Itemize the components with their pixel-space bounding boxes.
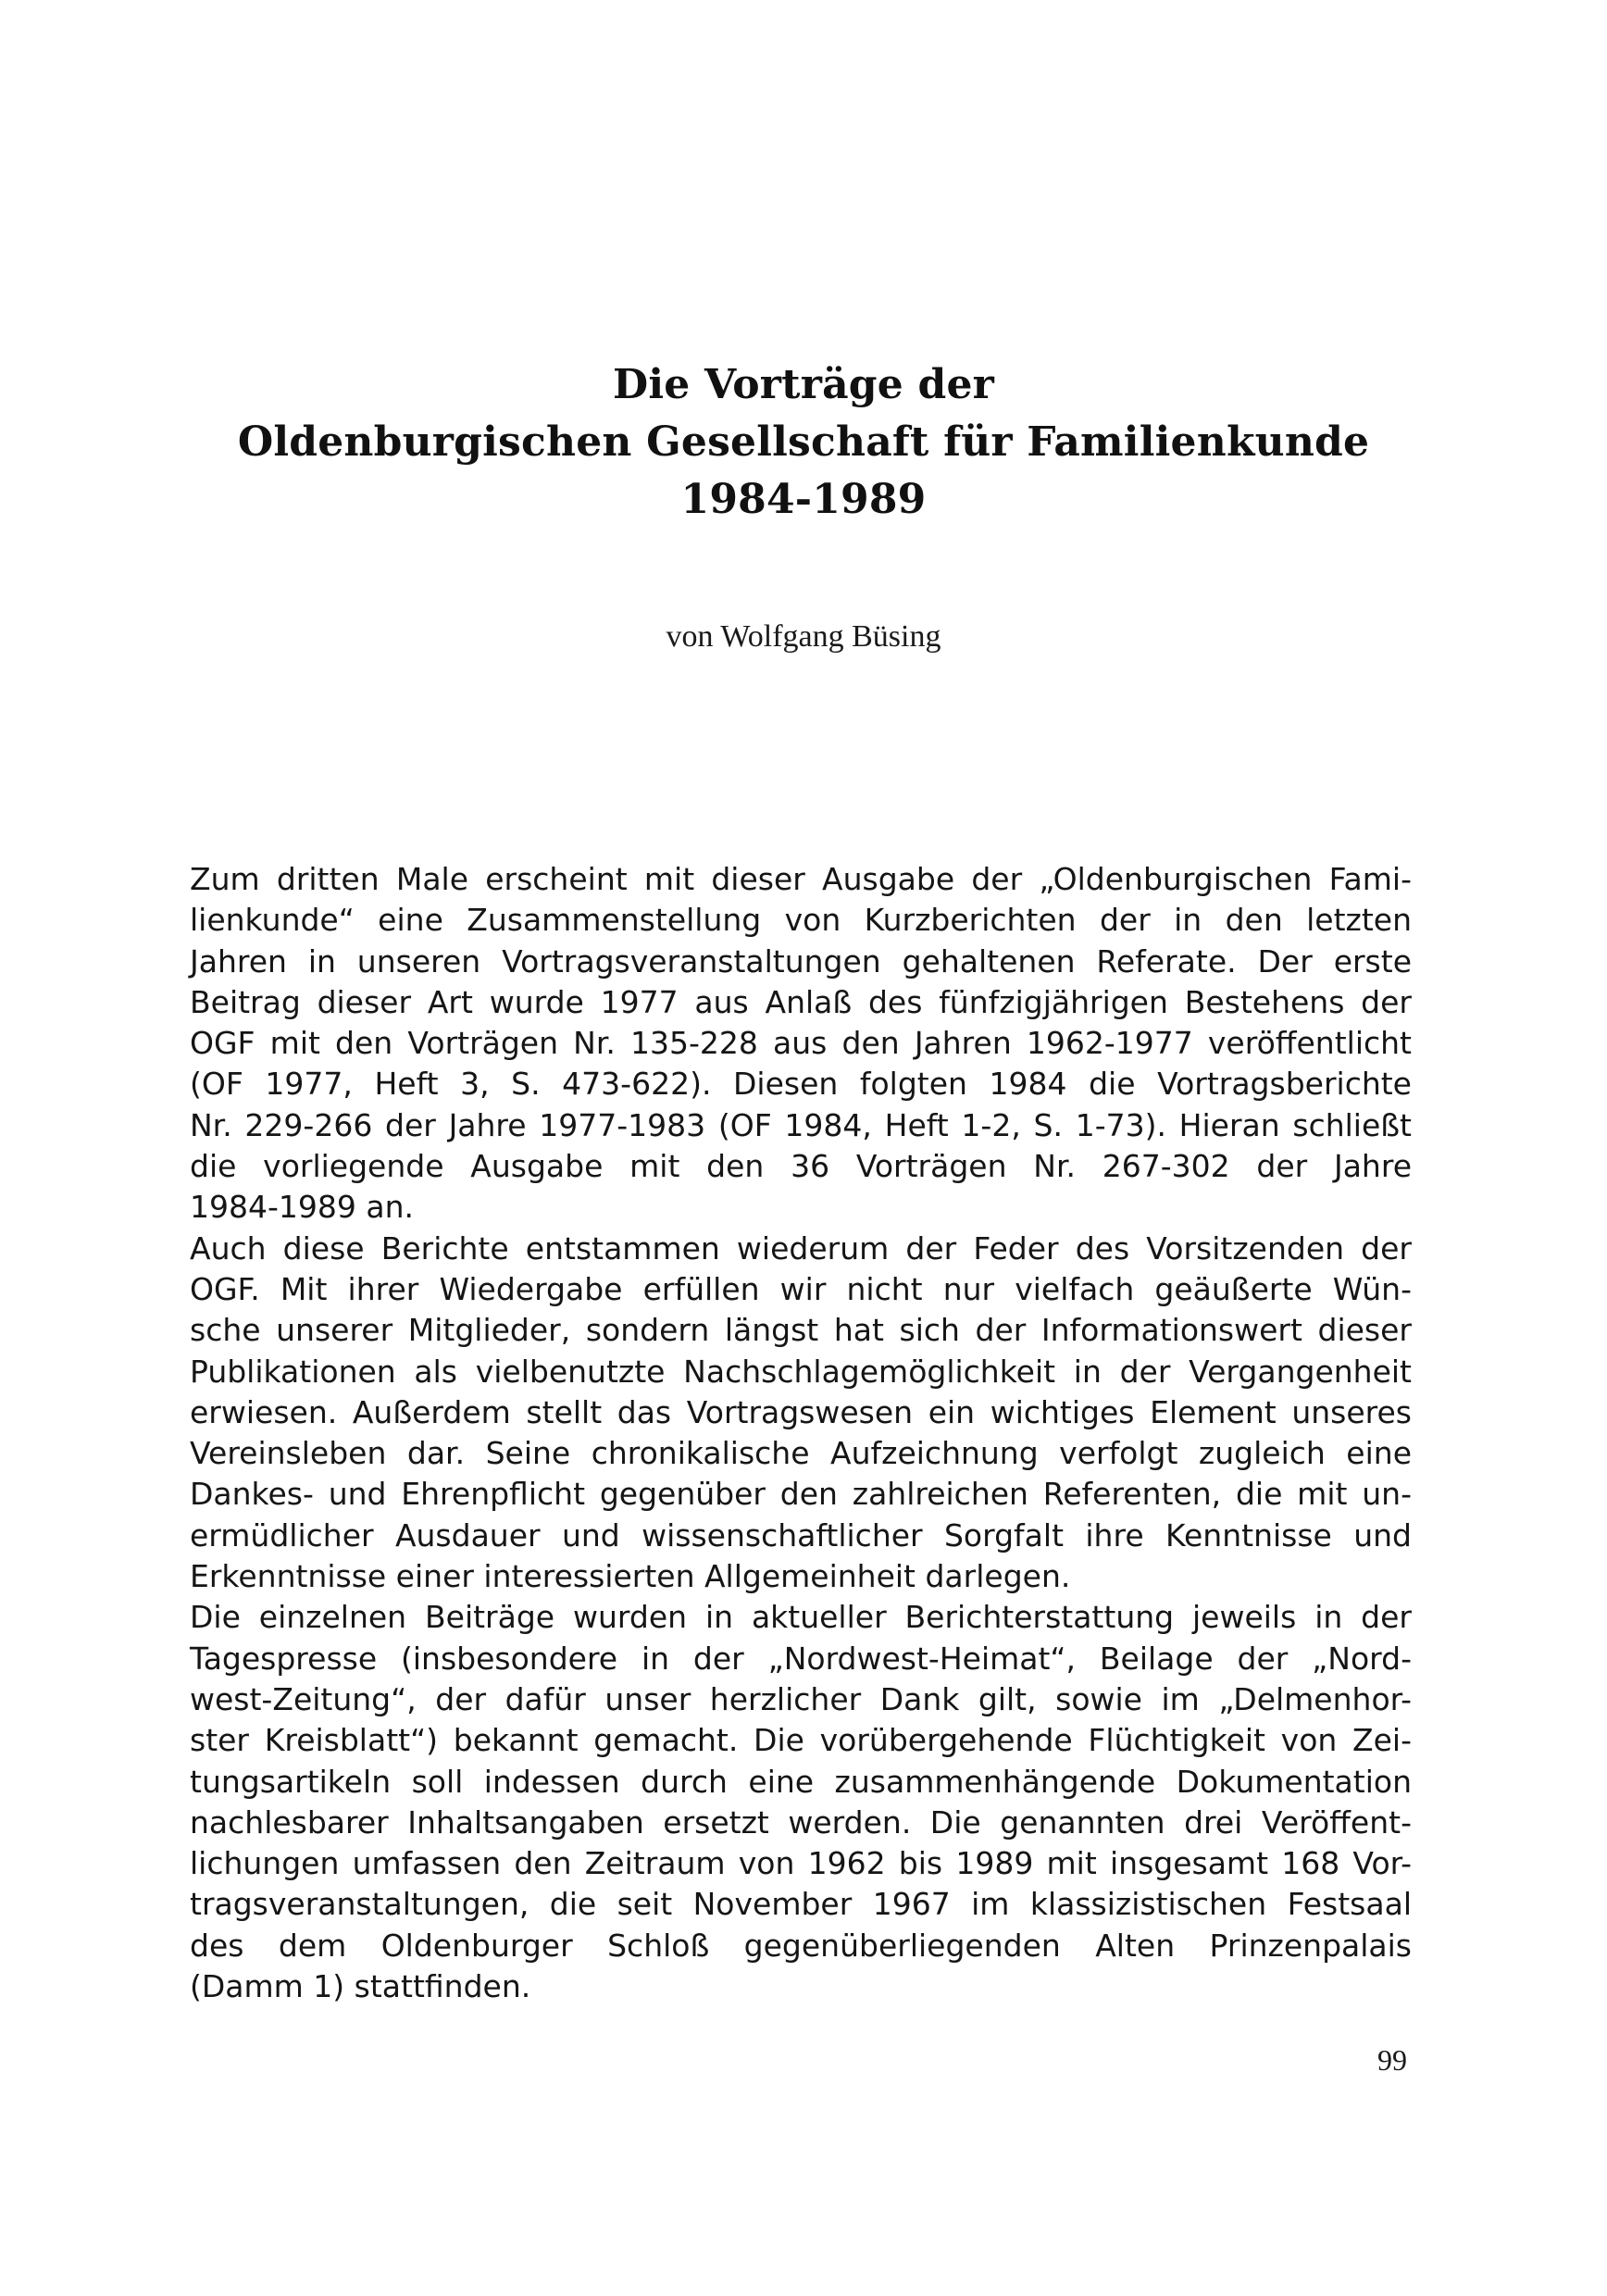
body-line: (Damm 1) stattfinden. — [190, 1968, 531, 2005]
page-number: 99 — [1377, 2043, 1407, 2077]
body-line: sche unserer Mitglieder, sondern längst hat sich der Informationswert dieser — [190, 1312, 1412, 1349]
title-line-2: Oldenburgischen Gesellschaft für Familienkunde — [237, 418, 1370, 466]
body-line: nachlesbarer Inhaltsangaben ersetzt werden. Die genannten drei Veröffent- — [190, 1803, 1412, 1841]
body-line: Vereinsleben dar. Seine chronikalische Aufzeichnung verfolgt zugleich eine — [190, 1435, 1412, 1472]
body-line: Beitrag dieser Art wurde 1977 aus Anlaß des fünfzigjährigen Bestehens der — [190, 983, 1412, 1020]
body-line: tungsartikeln soll indessen durch eine zusammenhängende Dokumentation — [190, 1763, 1412, 1800]
body-line: ster Kreisblatt“) bekannt gemacht. Die vorübergehende Flüchtigkeit von Zei- — [190, 1722, 1412, 1759]
body-line: lichungen umfassen den Zeitraum von 1962 bis 1989 mit insgesamt 168 Vor- — [190, 1845, 1412, 1882]
body-line: Zum dritten Male erscheint mit dieser Ausgabe der „Oldenburgischen Fami- — [190, 861, 1412, 897]
body-line: erwiesen. Außerdem stellt das Vortragswesen ein wichtiges Element unseres — [190, 1393, 1412, 1430]
body-line: lienkunde“ eine Zusammenstellung von Kurzberichten der in den letzten — [190, 902, 1412, 939]
body-line: ermüdlicher Ausdauer und wissenschaftlicher Sorgfalt ihre Kenntnisse und — [190, 1516, 1412, 1554]
body-line: Dankes- und Ehrenpflicht gegenüber den zahlreichen Referenten, die mit un- — [190, 1476, 1412, 1513]
author-byline: von Wolfgang Büsing — [666, 619, 941, 654]
body-line: (OF 1977, Heft 3, S. 473-622). Diesen folgten 1984 die Vortragsberichte — [190, 1066, 1412, 1103]
body-line: 1984-1989 an. — [190, 1189, 414, 1226]
body-line: tragsveranstaltungen, die seit November 1967 im klassizistischen Festsaal — [190, 1886, 1412, 1923]
body-line: Tagespresse (insbesondere in der „Nordwest-Heimat“, Beilage der „Nord- — [190, 1640, 1412, 1677]
body-line: OGF mit den Vorträgen Nr. 135-228 aus den Jahren 1962-1977 veröffentlicht — [190, 1025, 1412, 1062]
title-line-3: 1984-1989 — [680, 476, 927, 523]
body-text — [190, 859, 1412, 2007]
body-line: die vorliegende Ausgabe mit den 36 Vorträgen Nr. 267-302 der Jahre — [190, 1148, 1412, 1185]
body-line: Publikationen als vielbenutzte Nachschlagemöglichkeit in der Vergangenheit — [190, 1353, 1412, 1390]
body-line: des dem Oldenburger Schloß gegenüberliegenden Alten Prinzenpalais — [190, 1927, 1412, 1964]
body-line: OGF. Mit ihrer Wiedergabe erfüllen wir nicht nur vielfach geäußerte Wün- — [190, 1270, 1412, 1307]
body-line: Auch diese Berichte entstammen wiederum der Feder des Vorsitzenden der — [190, 1229, 1412, 1267]
body-line: west-Zeitung“, der dafür unser herzlicher Dank gilt, sowie im „Delmenhor- — [190, 1680, 1412, 1717]
body-line: Die einzelnen Beiträge wurden in aktueller Berichterstattung jeweils in der — [190, 1599, 1412, 1636]
body-line: Erkenntnisse einer interessierten Allgemeinheit darlegen. — [190, 1558, 1071, 1595]
article-title — [0, 356, 1607, 529]
title-line-1: Die Vorträge der — [612, 361, 995, 408]
body-line: Nr. 229-266 der Jahre 1977-1983 (OF 1984, Heft 1-2, S. 1-73). Hieran schließt — [190, 1106, 1412, 1143]
body-line: Jahren in unseren Vortragsveranstaltungen gehaltenen Referate. Der erste — [190, 942, 1412, 980]
